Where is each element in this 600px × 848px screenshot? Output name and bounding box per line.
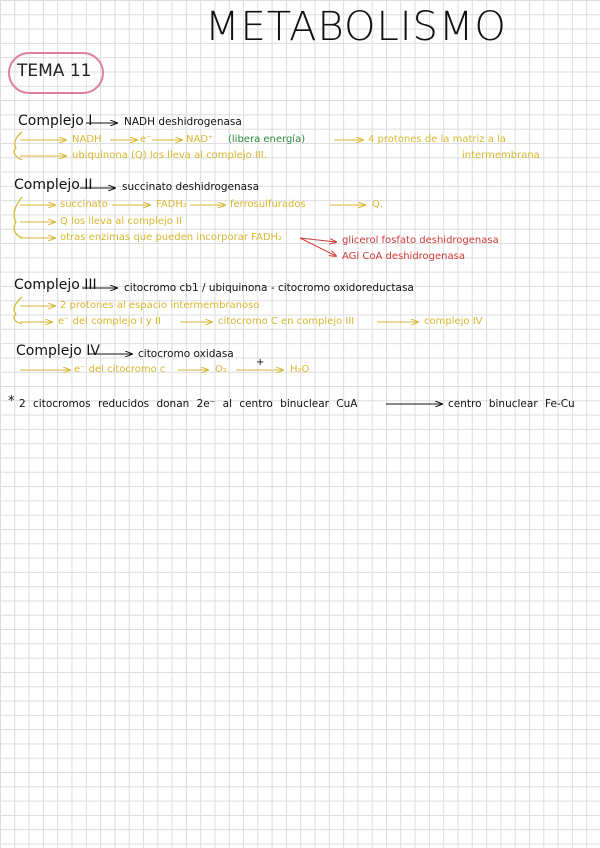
svg-text:+: +	[256, 357, 265, 368]
complejo3-enzyme: citocromo cb1 / ubiquinona - citocromo oxidoreductasa	[124, 282, 414, 294]
c3-citocromo-c: citocromo C en complejo III	[218, 316, 355, 327]
c3-complejo-iv: complejo IV	[424, 316, 483, 327]
c4-o2: O₂	[215, 364, 227, 375]
note-text-a: 2 citocromos reducidos donan 2e⁻ al centro binuclear CuA	[19, 398, 358, 410]
page-title: METABOLISMO	[205, 4, 507, 50]
complejo4-heading: Complejo IV	[16, 343, 100, 359]
c3-e-complejo: e⁻ del complejo I y II	[58, 316, 161, 327]
c4-h2o: H₂O	[290, 364, 310, 375]
complejo1-heading: Complejo I	[18, 113, 93, 129]
c1-intermembrana: intermembrana	[462, 150, 540, 161]
complejo2-heading: Complejo II	[14, 177, 93, 193]
c1-electron: e⁻	[140, 134, 152, 145]
c4-e-citocromo: e⁻ del citocromo c	[74, 364, 166, 375]
c2-agl-coa: AGl CoA deshidrogenasa	[342, 251, 465, 262]
note-star: *	[8, 394, 15, 409]
c2-q: Q.	[372, 199, 384, 210]
brace-c2	[14, 197, 22, 238]
brace-c3	[14, 297, 22, 324]
c2-otras-enzimas: otras enzimas que pueden incorporar FADH₂	[60, 232, 283, 243]
c1-ubiquinona: ubiquinona (Q) los lleva al complejo III.	[72, 150, 267, 161]
c2-succinato: succinato	[60, 199, 108, 210]
c1-libera-energia: (libera energía)	[228, 134, 306, 145]
c3-protones: 2 protones al espacio intermembranoso	[60, 300, 260, 311]
c1-nadh: NADH	[72, 134, 102, 145]
complejo2-enzyme: succinato deshidrogenasa	[122, 181, 260, 193]
note-text-b: centro binuclear Fe-Cu	[448, 398, 575, 410]
c1-nad: NAD⁺	[186, 134, 214, 145]
c2-fadh2: FADH₂	[156, 199, 187, 210]
complejo3-heading: Complejo III	[14, 277, 97, 293]
complejo1-enzyme: NADH deshidrogenasa	[124, 116, 242, 128]
c1-protones: 4 protones de la matriz a la	[368, 134, 506, 145]
c2-glicerol: glicerol fosfato deshidrogenasa	[342, 235, 499, 246]
c2-q-lleva: Q los lleva al complejo II	[60, 216, 182, 227]
complejo4-enzyme: citocromo oxidasa	[138, 348, 234, 360]
tema-label: TEMA 11	[17, 61, 92, 81]
c2-ferrosulfurados: ferrosulfurados	[230, 199, 306, 210]
